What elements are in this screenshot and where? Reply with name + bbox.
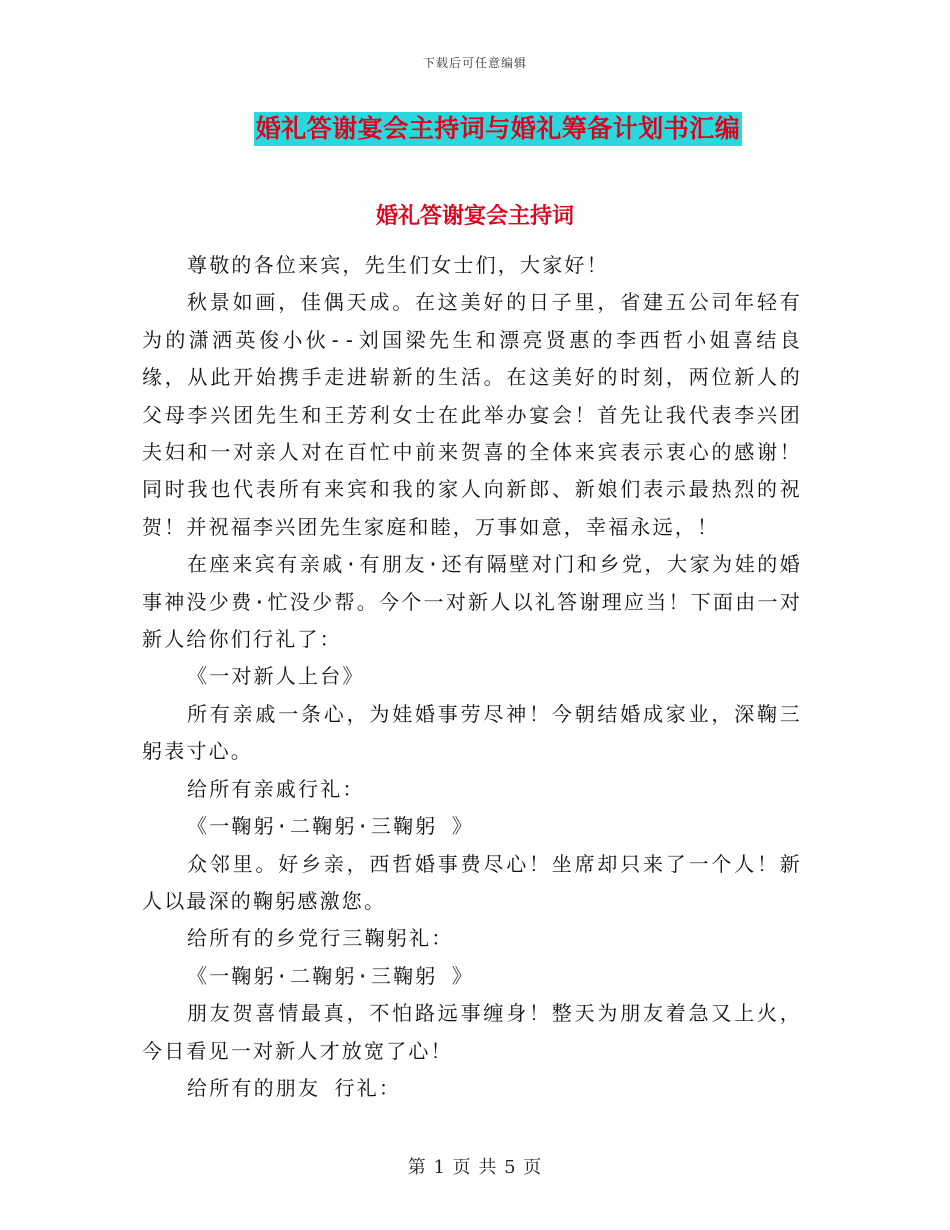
paragraph-bow-sequence: 《一鞠躬·二鞠躬·三鞠躬 》 bbox=[187, 814, 474, 839]
paragraph-guests: 在座来宾有亲戚·有朋友·还有隔壁对门和乡党，大家为娃的婚事神没少费·忙没少帮。今个一对新人以礼答谢理应当！下面由一对新人给你们行礼了： bbox=[142, 552, 802, 652]
page-header-note: 下载后可任意编辑 bbox=[422, 56, 527, 70]
paragraph-neighbors-verse: 众邻里。好乡亲，西哲婚事费尽心！坐席却只来了一个人！新人以最深的鞠躬感激您。 bbox=[142, 851, 802, 913]
paragraph-friends-verse: 朋友贺喜情最真，不怕路远事缠身！整天为朋友着急又上火，今日看见一对新人才放宽了心！ bbox=[142, 1001, 802, 1063]
main-title-container bbox=[0, 112, 950, 146]
document-body bbox=[142, 247, 802, 1107]
paragraph-greeting: 尊敬的各位来宾，先生们女士们，大家好！ bbox=[187, 253, 609, 277]
page-number-footer: 第 1 页 共 5 页 bbox=[407, 1157, 543, 1178]
document-main-title: 婚礼答谢宴会主持词与婚礼筹备计划书汇编 bbox=[254, 112, 743, 146]
paragraph-relatives-verse: 所有亲戚一条心，为娃婚事劳尽神！今朝结婚成家业，深鞠三躬表寸心。 bbox=[142, 701, 802, 764]
paragraph-friends-bow-intro: 给所有的朋友 行礼： bbox=[187, 1075, 402, 1100]
paragraph-bow-sequence: 《一鞠躬·二鞠躬·三鞠躬 》 bbox=[187, 963, 474, 988]
paragraph-relatives-bow-intro: 给所有亲戚行礼： bbox=[187, 776, 365, 801]
section-title: 婚礼答谢宴会主持词 bbox=[375, 203, 574, 229]
paragraph-stage-direction: 《一对新人上台》 bbox=[187, 664, 365, 689]
paragraph-opening: 秋景如画，佳偶天成。在这美好的日子里，省建五公司年轻有为的潇洒英俊小伙--刘国梁先生和漂亮贤惠的李西哲小姐喜结良缘，从此开始携手走进崭新的生活。在这美好的时刻，两位新人的父母李兴团先生和王芳利女士在此举办宴会！首先让我代表李兴团夫妇和一对亲人对在百忙中前来贺喜的全体来宾表示衷心的感谢！同时我也代表所有来宾和我的家人向新郎、新娘们表示最热烈的祝贺！并祝福李兴团先生家庭和睦，万事如意，幸福永远，！ bbox=[142, 290, 802, 539]
paragraph-neighbors-bow-intro: 给所有的乡党行三鞠躬礼： bbox=[187, 926, 454, 951]
